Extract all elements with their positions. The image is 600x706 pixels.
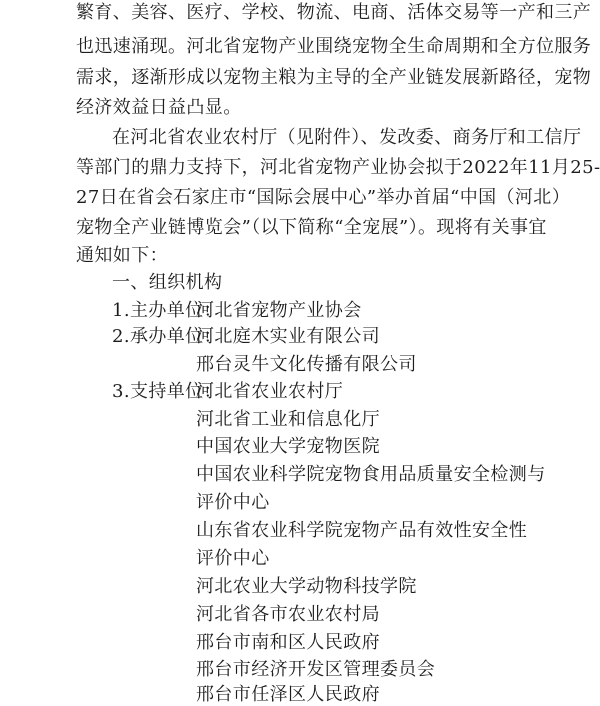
support-org: 邢台市经济开发区管理委员会 [196, 659, 436, 680]
paragraph-line: 繁育、美容、医疗、学校、物流、电商、活体交易等一产和三产 [76, 2, 592, 23]
paragraph-line: 需求，逐渐形成以宠物主粮为主导的全产业链发展新路径，宠物 [76, 67, 592, 88]
support-org: 河北农业大学动物科技学院 [196, 576, 417, 597]
support-org: 评价中心 [196, 548, 270, 569]
support-label: 3.支持单位： [112, 381, 222, 402]
support-org: 河北省各市农业农村局 [196, 604, 380, 625]
paragraph-line: 27日在省会石家庄市“国际会展中心”举办首届“中国（河北） [76, 187, 571, 208]
paragraph-line: 在河北省农业农村厅（见附件）、发改委、商务厅和工信厅 [112, 127, 582, 148]
support-org: 中国农业大学宠物医院 [196, 436, 380, 457]
section-heading: 一、组织机构 [112, 272, 223, 293]
support-org: 河北省工业和信息化厅 [196, 409, 380, 430]
support-org: 山东省农业科学院宠物产品有效性安全性 [196, 520, 528, 541]
paragraph-line: 也迅速涌现。河北省宠物产业围绕宠物全生命周期和全方位服务 [76, 36, 592, 57]
organizer-org: 邢台灵牛文化传播有限公司 [196, 354, 417, 375]
support-org: 邢台市南和区人民政府 [196, 632, 380, 653]
paragraph-line: 经济效益日益凸显。 [76, 97, 242, 118]
support-org: 中国农业科学院宠物食用品质量安全检测与 [196, 464, 546, 485]
support-org: 评价中心 [196, 492, 270, 513]
organizer-org: 河北庭木实业有限公司 [196, 326, 380, 347]
host-org: 河北省宠物产业协会 [196, 300, 362, 321]
paragraph-line: 通知如下： [76, 245, 168, 266]
support-org: 河北省农业农村厅 [196, 381, 344, 402]
host-label: 1.主办单位： [112, 300, 222, 321]
paragraph-line: 宠物全产业链博览会”（以下简称“全宠展”）。现将有关事宜 [76, 217, 547, 238]
support-org: 邢台市任泽区人民政府 [196, 684, 380, 705]
paragraph-line: 等部门的鼎力支持下，河北省宠物产业协会拟于2022年11月25- [76, 157, 600, 178]
organizer-label: 2.承办单位： [112, 326, 222, 347]
